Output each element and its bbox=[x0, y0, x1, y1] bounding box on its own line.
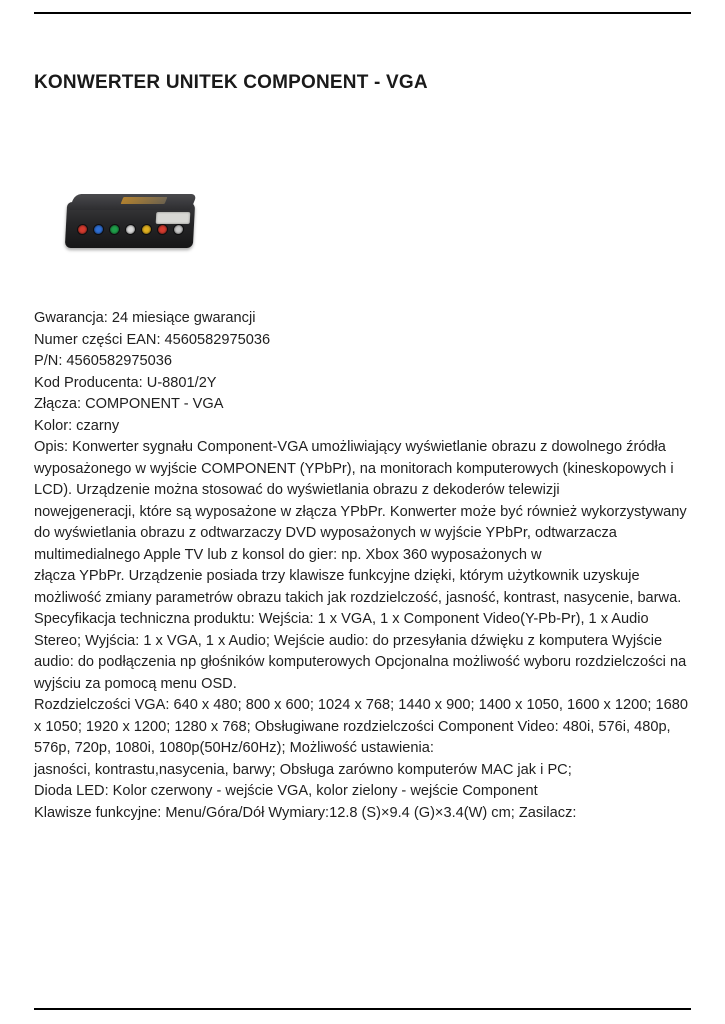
port-icon bbox=[93, 224, 105, 235]
spec-manufacturer-code: Kod Producenta: U-8801/2Y bbox=[34, 374, 217, 391]
port-icon bbox=[157, 224, 169, 235]
device-switch-block bbox=[156, 212, 191, 224]
product-image-area bbox=[34, 130, 691, 280]
product-details bbox=[34, 308, 691, 824]
product-photo bbox=[66, 192, 198, 254]
description-paragraph-4: Rozdzielczości VGA: 640 x 480; 800 x 600; 1024 x 768; 1440 x 900; 1400 x 1050, 1600 x 1200; 1680 x 1050; 1920 x 1200; 1280 x 768; Obsługiwane rozdzielczości Component Video: 480i, 576i, 480p, 576p, 720p, 1080i, 1080p(50Hz/60Hz); Możliwość ustawienia: bbox=[34, 697, 688, 756]
description-paragraph-6: Dioda LED: Kolor czerwony - wejście VGA, kolor zielony - wejście Component bbox=[34, 783, 538, 799]
spec-pn: P/N: 4560582975036 bbox=[34, 353, 172, 369]
spec-ean: Numer części EAN: 4560582975036 bbox=[34, 331, 271, 348]
port-icon bbox=[141, 224, 153, 235]
description-paragraph-7: Klawisze funkcyjne: Menu/Góra/Dół Wymiary:12.8 (S)×9.4 (G)×3.4(W) cm; Zasilacz: bbox=[34, 804, 577, 821]
device-brand-label bbox=[121, 197, 168, 204]
spec-color: Kolor: czarny bbox=[34, 417, 120, 434]
device-ports bbox=[77, 224, 185, 235]
port-icon bbox=[173, 224, 185, 235]
description-paragraph-3: złącza YPbPr. Urządzenie posiada trzy klawisze funkcyjne dzięki, którym użytkownik uzyskuje możliwość zmiany parametrów obrazu takich jak rozdzielczość, jasność, kontrast, nasycenie, barwa. Specyfikacja techniczna produktu: Wejścia: 1 x VGA, 1 x Component Video(Y-Pb-Pr), 1 x Audio Stereo; Wyjścia: 1 x VGA, 1 x Audio; Wejście audio: do przesyłania dźwięku z komputera Wyjście audio: do podłączenia np głośników komputerowych Opcjonalna możliwość wyboru rozdzielczości na wyjściu za pomocą menu OSD. bbox=[34, 568, 687, 692]
spec-connectors: Złącza: COMPONENT - VGA bbox=[34, 396, 224, 412]
page-title: KONWERTER UNITEK COMPONENT - VGA bbox=[34, 72, 428, 93]
description-paragraph-5: jasności, kontrastu,nasycenia, barwy; Obsługa zarówno komputerów MAC jak i PC; bbox=[34, 761, 572, 778]
bottom-divider bbox=[34, 1008, 691, 1010]
port-icon bbox=[109, 224, 121, 235]
port-icon bbox=[125, 224, 137, 235]
spec-warranty: Gwarancja: 24 miesiące gwarancji bbox=[34, 310, 256, 326]
top-divider bbox=[34, 12, 691, 14]
description-paragraph-2: nowejgeneracji, które są wyposażone w złącza YPbPr. Konwerter może być również wykorzystywany do wyświetlania obrazu z odtwarzaczy DVD wyposażonych w wyjście YPbPr, odtwarzacza multimedialnego Apple TV lub z konsol do gier: np. Xbox 360 wyposażonych w bbox=[34, 503, 687, 563]
description-paragraph-1: Opis: Konwerter sygnału Component-VGA umożliwiający wyświetlanie obrazu z dowolnego źródła wyposażonego w wyjście COMPONENT (YPbPr), na monitorach komputerowych (kineskopowych i LCD). Urządzenie można stosować do wyświetlania obrazu z dekoderów telewizji bbox=[34, 439, 674, 498]
port-icon bbox=[77, 224, 89, 235]
